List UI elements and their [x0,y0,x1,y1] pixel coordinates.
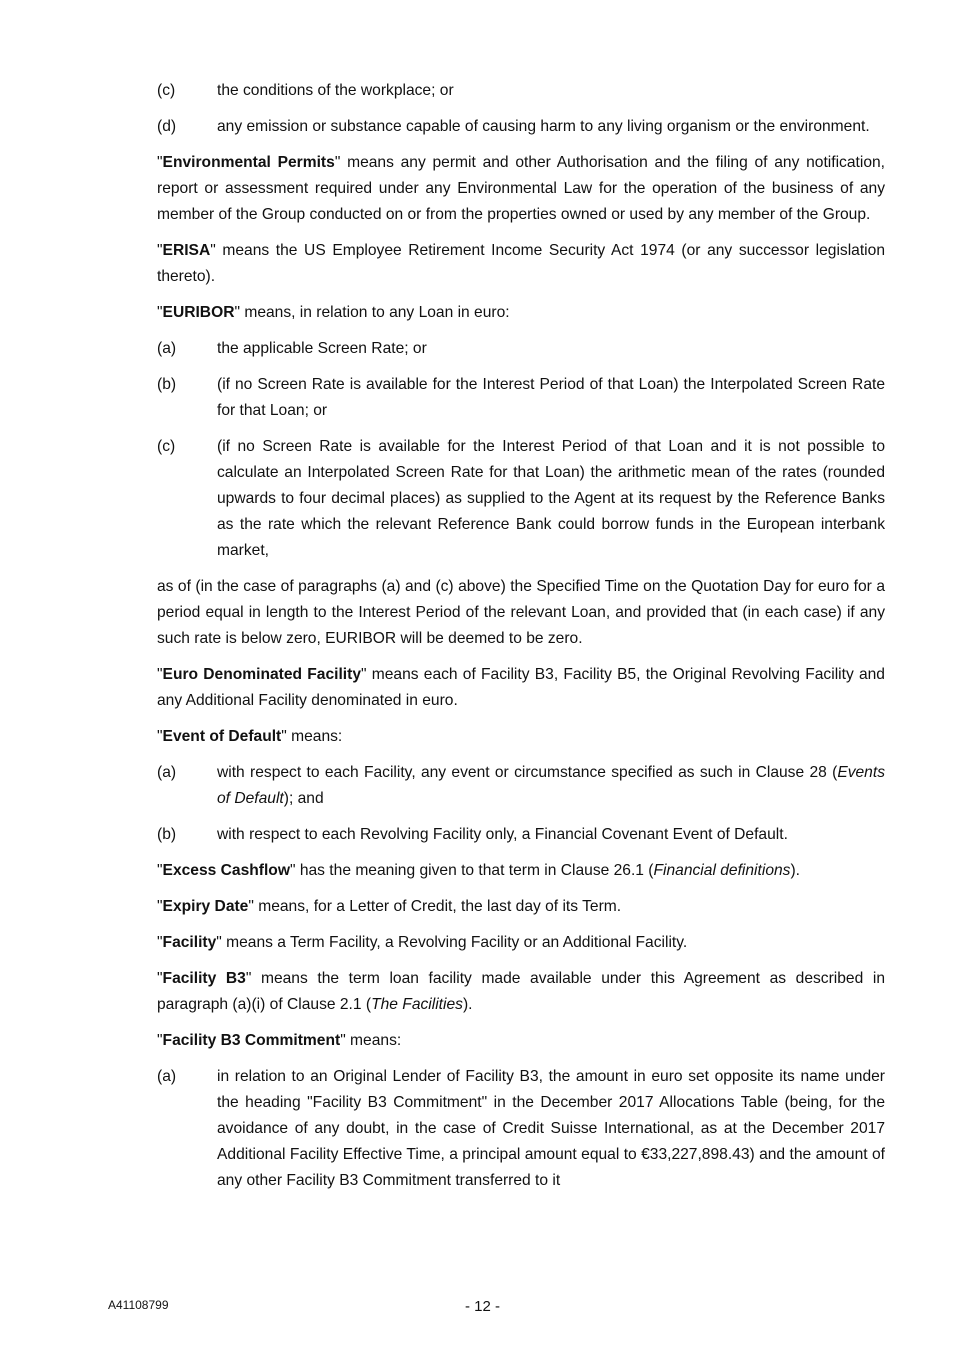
defined-term: Facility B3 Commitment [162,1032,341,1049]
defined-term: Expiry Date [162,898,249,915]
list-item [157,1064,885,1194]
list-item [157,822,885,848]
defined-term: Facility [162,934,217,951]
item-label: (b) [157,826,177,843]
definition-facility-b3-commitment: "Facility B3 Commitment" means: [157,1032,402,1049]
item-label: (b) [157,376,177,393]
item-text: the conditions of the workplace; or [217,82,454,99]
euribor-tail: as of (in the case of paragraphs (a) and (c) above) the Specified Time on the Quotation Day for euro for a period equal in length to the Interest Period of the relevant Loan, and provided that (in each case) if any such rate is below zero, EURIBOR will be deemed to be zero. [157,578,885,647]
item-text: the applicable Screen Rate; or [217,340,427,357]
page-number: - 12 - [464,1298,500,1315]
definition-event-of-default: "Event of Default" means: [157,728,343,745]
definition-facility: "Facility" means a Term Facility, a Revolving Facility or an Additional Facility. [157,934,688,951]
item-label: (c) [157,82,176,99]
definition-excess-cashflow: "Excess Cashflow" has the meaning given to that term in Clause 26.1 (Financial definitions). [157,862,800,879]
definition-expiry-date: "Expiry Date" means, for a Letter of Credit, the last day of its Term. [157,898,622,915]
item-text: in relation to an Original Lender of Facility B3, the amount in euro set opposite its name under the heading "Facility B3 Commitment" in the December 2017 Allocations Table (being, for the avoidance of any doubt, in the case of Credit Suisse International, as at the December 2017 Additional Facility Effective Time, a principal amount equal to €33,227,898.43) and the amount of any other Facility B3 Commitment transferred to it [217,1068,885,1189]
defined-term: Environmental Permits [162,154,335,171]
item-text: with respect to each Facility, any event or circumstance specified as such in Clause 28 (Events of Default); and [217,764,885,807]
defined-term: EURIBOR [162,304,235,321]
definition-facility-b3: "Facility B3" means the term loan facility made available under this Agreement as described in paragraph (a)(i) of Clause 2.1 (The Facilities). [157,970,886,1013]
defined-term: Euro Denominated Facility [162,666,361,683]
list-item [157,78,885,104]
item-label: (a) [157,340,177,357]
definition-euribor: "EURIBOR" means, in relation to any Loan in euro: [157,304,510,321]
item-text: (if no Screen Rate is available for the Interest Period of that Loan and it is not possible to calculate an Interpolated Screen Rate for that Loan) the arithmetic mean of the rates (rounded upwards to four decimal places) as supplied to the Agent at its request by the Reference Banks as the rate which the relevant Reference Bank could borrow funds in the European interbank market, [217,438,885,559]
item-label: (c) [157,438,176,455]
document-reference: A41108799 [108,1298,169,1312]
definition-erisa: "ERISA" means the US Employee Retirement Income Security Act 1974 (or any successor legislation thereto). [157,242,885,285]
list-item [157,372,885,424]
list-item [157,114,885,140]
item-label: (a) [157,1068,177,1085]
item-text: (if no Screen Rate is available for the Interest Period of that Loan) the Interpolated Screen Rate for that Loan; or [217,376,885,419]
item-label: (d) [157,118,177,135]
item-label: (a) [157,764,177,781]
item-text: with respect to each Revolving Facility only, a Financial Covenant Event of Default. [217,826,788,843]
list-item [157,760,885,812]
defined-term: Facility B3 [162,970,246,987]
list-item [157,336,885,362]
defined-term: ERISA [162,242,211,259]
item-text: any emission or substance capable of causing harm to any living organism or the environment. [217,118,870,135]
definition-euro-denominated-facility: "Euro Denominated Facility" means each of Facility B3, Facility B5, the Original Revolving Facility and any Additional Facility denominated in euro. [157,666,885,709]
defined-term: Excess Cashflow [162,862,290,879]
page-body [157,78,885,1204]
list-item [157,434,885,564]
definition-environmental-permits: "Environmental Permits" means any permit and other Authorisation and the filing of any notification, report or assessment required under any Environmental Law for the operation of the business of any member of the Group conducted on or from the properties owned or used by any member of the Group. [157,154,885,223]
defined-term: Event of Default [162,728,282,745]
